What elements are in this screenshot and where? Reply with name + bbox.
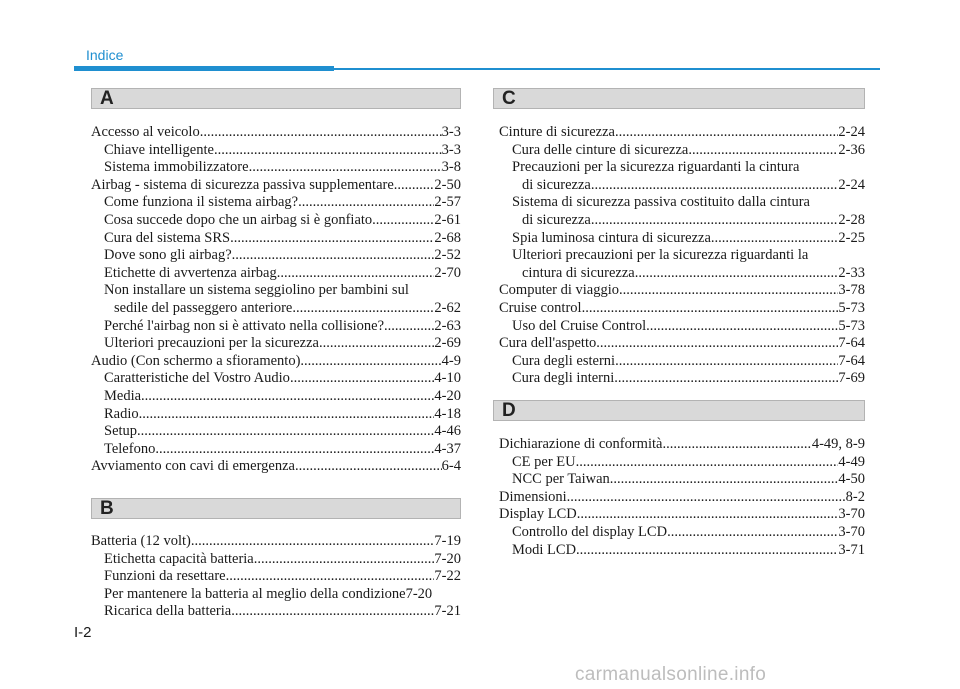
index-entry-leader	[615, 124, 838, 142]
index-entry-text: Come funziona il sistema airbag?	[104, 194, 299, 211]
index-entry-page: 4-20	[434, 387, 461, 404]
index-entry	[91, 551, 461, 569]
index-entry-leader	[296, 300, 434, 318]
index-entry	[499, 300, 865, 318]
index-entry	[91, 282, 461, 300]
index-entry-leader	[372, 212, 434, 230]
index-entry-page: 7-21	[434, 603, 461, 620]
index-entry-leader	[591, 177, 839, 195]
index-entry-text: Sistema di sicurezza passiva costituito dalla cintura	[512, 194, 810, 211]
index-entry-page: 2-50	[434, 176, 461, 193]
index-entry-text: Modi LCD	[512, 541, 577, 558]
index-entry-leader	[230, 230, 434, 248]
index-entry-page: 2-57	[434, 194, 461, 211]
index-entry-text: Ricarica della batteria	[104, 603, 232, 620]
index-entry-page: 2-70	[434, 264, 461, 281]
index-entry-text: di sicurezza	[522, 211, 591, 228]
index-entry-leader	[576, 542, 838, 560]
index-entry-page: 2-69	[434, 335, 461, 352]
index-entry-leader	[646, 318, 838, 336]
index-entry-text: Cosa succede dopo che un airbag si è gonfiato	[104, 211, 373, 228]
index-entry-leader	[384, 318, 434, 336]
index-entry-leader	[200, 124, 442, 142]
index-entry-page: 2-28	[838, 211, 865, 228]
index-entry	[91, 159, 461, 177]
index-entry-text: Cura degli interni	[512, 370, 615, 387]
index-entry	[499, 247, 865, 265]
index-entry-leader	[319, 335, 434, 353]
index-entry	[91, 423, 461, 441]
index-entry-text: Display LCD	[499, 506, 577, 523]
index-entry	[499, 436, 865, 454]
index-entry-text: Perché l'airbag non si è attivato nella collisione?	[104, 317, 385, 334]
index-entry-leader	[139, 406, 435, 424]
index-entry-text: Dove sono gli airbag?	[104, 247, 232, 264]
section-letter-a: A	[100, 88, 114, 109]
index-entry-leader	[635, 265, 839, 283]
index-entry-page: 7-20	[405, 585, 433, 602]
index-entry	[499, 142, 865, 160]
index-entry-leader	[214, 142, 442, 160]
index-entry	[499, 542, 865, 560]
section-b-entries	[91, 533, 461, 621]
index-entry-text: Telefono	[104, 440, 156, 457]
index-entry-page: 4-9	[441, 352, 461, 369]
index-entry	[91, 212, 461, 230]
index-entry	[91, 353, 461, 371]
index-entry-leader	[614, 370, 838, 388]
index-entry-page: 2-68	[434, 229, 461, 246]
index-entry	[499, 335, 865, 353]
index-entry-page: 3-78	[838, 282, 865, 299]
index-entry-text: Batteria (12 volt)	[91, 533, 191, 549]
index-entry	[91, 603, 461, 621]
section-bar-b	[91, 498, 461, 519]
index-entry-page: 7-64	[838, 352, 865, 369]
section-letter-c: C	[502, 88, 516, 109]
index-entry-text: Dichiarazione di conformità	[499, 436, 663, 452]
index-entry	[91, 230, 461, 248]
index-entry-page: 3-70	[838, 506, 865, 523]
index-entry	[91, 124, 461, 142]
index-entry-text: cintura di sicurezza	[522, 264, 635, 281]
index-entry-page: 4-49, 8-9	[811, 436, 865, 452]
index-entry	[499, 506, 865, 524]
index-entry-page: 4-37	[434, 440, 461, 457]
index-entry-text: NCC per Taiwan	[512, 471, 610, 488]
section-a-entries	[91, 124, 461, 476]
index-entry	[91, 568, 461, 586]
index-entry-text: Cura dell'aspetto	[499, 335, 597, 352]
section-bar-a	[91, 88, 461, 109]
index-entry-leader	[155, 441, 434, 459]
index-entry-leader	[615, 353, 838, 371]
index-entry-page: 7-22	[434, 568, 461, 585]
index-entry-text: di sicurezza	[522, 176, 591, 193]
index-entry-text: Cura degli esterni	[512, 352, 616, 369]
index-entry-leader	[667, 524, 838, 542]
index-entry	[499, 471, 865, 489]
index-entry	[499, 265, 865, 283]
index-entry	[499, 370, 865, 388]
index-entry-text: Setup	[104, 423, 138, 440]
index-entry-leader	[290, 370, 434, 388]
index-entry-page: 2-24	[838, 176, 865, 193]
header-title: Indice	[86, 47, 124, 63]
section-c-entries	[499, 124, 865, 388]
index-entry-text: Non installare un sistema seggiolino per bambini sul	[104, 282, 409, 299]
index-entry	[91, 177, 461, 195]
index-entry-text: Airbag - sistema di sicurezza passiva supplementare	[91, 176, 394, 193]
index-entry-page: 4-49	[838, 453, 865, 470]
index-entry	[91, 142, 461, 160]
index-entry-leader	[300, 353, 441, 371]
index-entry	[91, 194, 461, 212]
index-entry	[499, 230, 865, 248]
section-letter-b: B	[100, 498, 114, 519]
index-entry-text: Computer di viaggio	[499, 282, 620, 299]
section-letter-d: D	[502, 400, 516, 421]
index-entry-text: Chiave intelligente	[104, 141, 214, 158]
section-d-entries	[499, 436, 865, 559]
index-entry-text: Ulteriori precauzioni per la sicurezza	[104, 335, 319, 352]
index-entry-page: 2-24	[838, 124, 865, 140]
header-rule-thick	[74, 66, 334, 71]
index-entry-leader	[249, 159, 442, 177]
index-entry-text: Controllo del display LCD	[512, 523, 668, 540]
index-entry-page: 2-25	[838, 229, 865, 246]
index-entry	[91, 300, 461, 318]
index-entry	[499, 194, 865, 212]
index-entry-page: 4-10	[434, 370, 461, 387]
index-entry-text: Media	[104, 387, 142, 404]
index-entry-page: 2-36	[838, 141, 865, 158]
index-entry-leader	[619, 282, 838, 300]
index-entry-leader	[232, 247, 435, 265]
index-entry-page: 3-70	[838, 523, 865, 540]
index-entry-leader	[394, 177, 435, 195]
index-entry	[91, 318, 461, 336]
index-entry-page: 2-52	[434, 247, 461, 264]
index-entry-page: 3-71	[838, 541, 865, 558]
index-entry-text: Ulteriori precauzioni per la sicurezza riguardanti la	[512, 247, 809, 264]
index-entry	[91, 370, 461, 388]
index-entry-leader	[295, 458, 442, 476]
index-entry-leader	[231, 603, 434, 621]
index-entry-text: Spia luminosa cintura di sicurezza	[512, 229, 711, 246]
index-entry-text: Caratteristiche del Vostro Audio	[104, 370, 290, 387]
index-entry-page: 7-20	[434, 550, 461, 567]
index-entry-leader	[577, 506, 839, 524]
index-entry	[91, 533, 461, 551]
index-entry-text: Radio	[104, 405, 139, 422]
index-entry-page: 7-64	[838, 335, 865, 352]
index-entry	[91, 586, 461, 604]
index-entry-text: Per mantenere la batteria al meglio della condizione	[104, 585, 406, 602]
index-entry	[91, 458, 461, 476]
index-entry-text: Uso del Cruise Control	[512, 317, 647, 334]
index-entry-leader	[576, 454, 839, 472]
index-entry-text: Funzioni da resettare	[104, 568, 226, 585]
index-entry-page: 2-62	[434, 299, 461, 316]
index-entry-page: 2-63	[434, 317, 461, 334]
index-entry-leader	[141, 388, 434, 406]
index-entry-text: Precauzioni per la sicurezza riguardanti la cintura	[512, 159, 800, 176]
index-entry-page: 6-4	[441, 458, 461, 475]
index-entry-text: sedile del passeggero anteriore.	[114, 299, 296, 316]
index-entry-page: 2-33	[838, 264, 865, 281]
index-entry-text: Audio (Con schermo a sfioramento)	[91, 352, 301, 369]
index-entry	[499, 212, 865, 230]
index-entry-page: 4-46	[434, 423, 461, 440]
index-entry-text: Sistema immobilizzatore	[104, 159, 249, 176]
index-entry-leader	[226, 568, 435, 586]
index-entry-leader	[277, 265, 435, 283]
index-entry-page: 5-73	[838, 317, 865, 334]
index-entry	[499, 159, 865, 177]
index-entry	[91, 265, 461, 283]
index-entry	[499, 177, 865, 195]
index-entry-page: 3-8	[441, 159, 461, 176]
index-entry-leader	[711, 230, 838, 248]
index-entry-text: Cinture di sicurezza	[499, 124, 615, 140]
section-bar-c	[493, 88, 865, 109]
index-entry-page: 7-19	[434, 533, 461, 549]
index-entry-leader	[610, 471, 839, 489]
index-entry-text: Etichetta capacità batteria	[104, 550, 254, 567]
index-entry-text: CE per EU	[512, 453, 576, 470]
index-entry-leader	[137, 423, 434, 441]
index-entry	[91, 335, 461, 353]
index-entry	[499, 489, 865, 507]
watermark: carmanualsonline.info	[575, 664, 767, 685]
index-entry-leader	[582, 300, 839, 318]
index-entry-text: Accesso al veicolo	[91, 124, 200, 140]
index-entry-leader	[191, 533, 435, 551]
index-entry	[499, 124, 865, 142]
index-entry	[91, 406, 461, 424]
header-rule-thin	[334, 68, 880, 70]
index-entry-leader	[688, 142, 838, 160]
index-entry	[499, 353, 865, 371]
page-number: I-2	[74, 624, 92, 641]
section-bar-d	[493, 400, 865, 421]
index-entry	[91, 388, 461, 406]
index-entry-text: Etichette di avvertenza airbag	[104, 264, 277, 281]
index-entry-page: 4-50	[838, 471, 865, 488]
index-entry	[91, 441, 461, 459]
index-entry-page: 8-2	[845, 488, 865, 505]
index-entry-leader	[567, 489, 846, 507]
index-entry-page: 3-3	[441, 124, 461, 140]
index-entry-page: 7-69	[838, 370, 865, 387]
index-entry-leader	[298, 194, 434, 212]
index-entry-text: Avviamento con cavi di emergenza	[91, 458, 295, 475]
index-entry	[499, 318, 865, 336]
index-entry-text: Cura del sistema SRS	[104, 229, 231, 246]
index-entry-leader	[596, 335, 838, 353]
index-entry	[499, 282, 865, 300]
index-entry	[91, 247, 461, 265]
index-entry	[499, 454, 865, 472]
index-entry-text: Cruise control	[499, 299, 582, 316]
index-entry-page: 5-73	[838, 299, 865, 316]
index-entry-leader	[662, 436, 811, 454]
index-entry-page: 4-18	[434, 405, 461, 422]
index-entry-page: 3-3	[441, 141, 461, 158]
index-entry-text: Dimensioni	[499, 488, 567, 505]
index-entry-text: Cura delle cinture di sicurezza	[512, 141, 689, 158]
index-entry	[499, 524, 865, 542]
index-entry-leader	[591, 212, 839, 230]
index-entry-page: 2-61	[434, 211, 461, 228]
index-entry-leader	[254, 551, 435, 569]
